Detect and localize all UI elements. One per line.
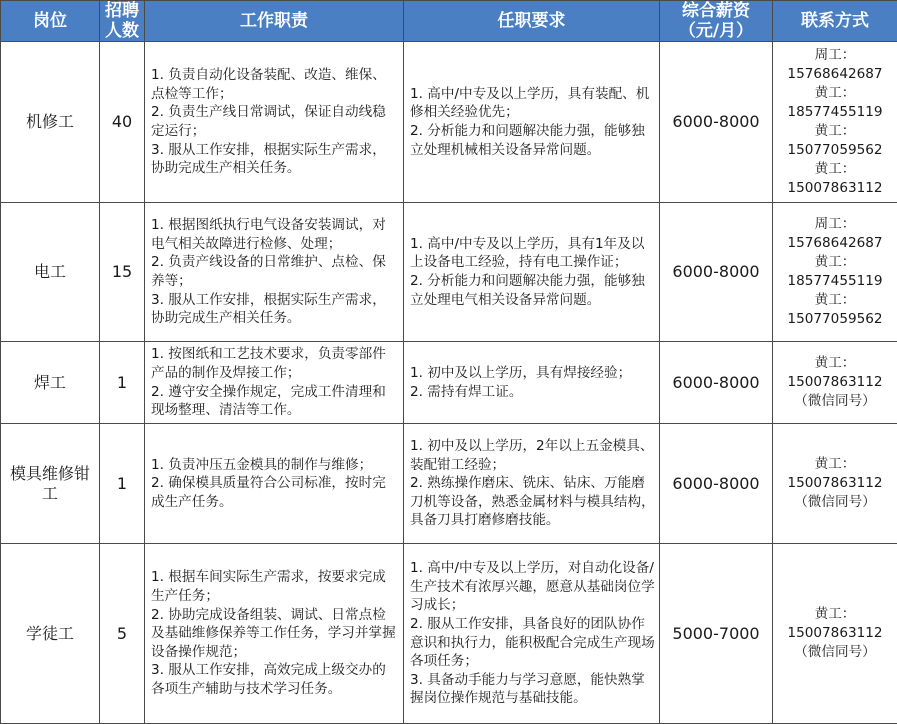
requirement-line: 2. 分析能力和问题解决能力强，能够独立处理机械相关设备异常问题。 (410, 122, 655, 159)
contact-line: 黄工： (775, 455, 895, 474)
duty-line: 3. 服从工作安排，高效完成上级交办的各项生产辅助与技术学习任务。 (151, 661, 399, 698)
contact-line: 18577455119 (775, 103, 895, 122)
cell-salary: 5000-7000 (660, 544, 773, 724)
table-row (1, 544, 897, 724)
contact-line: 黄工： (775, 122, 895, 141)
requirement-line: 1. 初中及以上学历，2年以上五金模具、装配钳工经验； (410, 437, 655, 474)
requirement-line: 2. 需持有焊工证。 (410, 383, 655, 402)
cell-position: 学徒工 (1, 544, 100, 724)
cell-position: 焊工 (1, 342, 100, 424)
contact-line: （微信同号） (775, 493, 895, 512)
duty-line: 1. 负责冲压五金模具的制作与维修； (151, 456, 399, 475)
duty-line: 3. 服从工作安排，根据实际生产需求，协助完成生产相关任务。 (151, 141, 399, 178)
contact-line: 周工： (775, 215, 895, 234)
header-headcount-line: 招聘 (102, 1, 142, 21)
contact-line: 15768642687 (775, 65, 895, 84)
cell-contact (773, 424, 897, 544)
cell-contact (773, 342, 897, 424)
cell-contact (773, 42, 897, 203)
contact-line: 15768642687 (775, 234, 895, 253)
cell-headcount: 1 (100, 424, 145, 544)
cell-duties (145, 544, 404, 724)
duty-line: 1. 根据车间实际生产需求，按要求完成生产任务； (151, 568, 399, 605)
cell-headcount: 40 (100, 42, 145, 203)
cell-contact (773, 544, 897, 724)
cell-headcount: 15 (100, 203, 145, 342)
contact-line: （微信同号） (775, 392, 895, 411)
contact-line: 15077059562 (775, 141, 895, 160)
cell-requirements (404, 342, 660, 424)
table-row (1, 342, 897, 424)
duty-line: 1. 按图纸和工艺技术要求，负责零部件产品的制作及焊接工作； (151, 345, 399, 382)
requirement-line: 1. 高中/中专及以上学历，具有装配、机修相关经验优先； (410, 85, 655, 122)
duty-line: 2. 负责产线设备的日常维护、点检、保养等； (151, 253, 399, 290)
header-headcount (100, 1, 145, 42)
header-headcount-line: 人数 (102, 21, 142, 41)
header-requirements: 任职要求 (404, 1, 660, 42)
header-salary (660, 1, 773, 42)
cell-salary: 6000-8000 (660, 342, 773, 424)
contact-line: 18577455119 (775, 272, 895, 291)
cell-requirements (404, 203, 660, 342)
contact-line: （微信同号） (775, 643, 895, 662)
cell-requirements (404, 424, 660, 544)
requirement-line: 2. 熟练操作磨床、铣床、钻床、万能磨刀机等设备，熟悉金属材料与模具结构，具备刀具打磨修磨技能。 (410, 474, 655, 530)
requirement-line: 2. 分析能力和问题解决能力强，能够独立处理电气相关设备异常问题。 (410, 272, 655, 309)
cell-position: 电工 (1, 203, 100, 342)
cell-requirements (404, 42, 660, 203)
cell-salary: 6000-8000 (660, 203, 773, 342)
cell-contact (773, 203, 897, 342)
contact-line: 黄工： (775, 605, 895, 624)
cell-duties (145, 203, 404, 342)
duty-line: 1. 负责自动化设备装配、改造、维保、点检等工作； (151, 66, 399, 103)
header-duties: 工作职责 (145, 1, 404, 42)
table-row (1, 203, 897, 342)
header-salary-line: 综合薪资 (662, 1, 770, 21)
cell-duties (145, 342, 404, 424)
contact-line: 黄工： (775, 354, 895, 373)
cell-position: 模具维修钳工 (1, 424, 100, 544)
duty-line: 2. 遵守安全操作规定，完成工件清理和现场整理、清洁等工作。 (151, 383, 399, 420)
cell-salary: 6000-8000 (660, 42, 773, 203)
table-row (1, 424, 897, 544)
requirement-line: 1. 高中/中专及以上学历，对自动化设备/生产技术有浓厚兴趣，愿意从基础岗位学习成长； (410, 559, 655, 615)
contact-line: 15007863112 (775, 373, 895, 392)
cell-headcount: 5 (100, 544, 145, 724)
cell-position: 机修工 (1, 42, 100, 203)
cell-headcount: 1 (100, 342, 145, 424)
contact-line: 15007863112 (775, 624, 895, 643)
contact-line: 黄工： (775, 84, 895, 103)
header-contact: 联系方式 (773, 1, 897, 42)
duty-line: 3. 服从工作安排，根据实际生产需求，协助完成生产相关任务。 (151, 291, 399, 328)
cell-duties (145, 42, 404, 203)
cell-requirements (404, 544, 660, 724)
cell-duties (145, 424, 404, 544)
duty-line: 2. 负责生产线日常调试，保证自动线稳定运行； (151, 103, 399, 140)
duty-line: 2. 确保模具质量符合公司标准，按时完成生产任务。 (151, 474, 399, 511)
contact-line: 15007863112 (775, 474, 895, 493)
contact-line: 黄工： (775, 253, 895, 272)
contact-line: 15007863112 (775, 179, 895, 198)
cell-salary: 6000-8000 (660, 424, 773, 544)
contact-line: 周工： (775, 46, 895, 65)
contact-line: 15077059562 (775, 310, 895, 329)
header-position: 岗位 (1, 1, 100, 42)
requirement-line: 3. 具备动手能力与学习意愿，能快熟掌握岗位操作规范与基础技能。 (410, 671, 655, 708)
header-row (1, 1, 897, 42)
table-row (1, 42, 897, 203)
contact-line: 黄工： (775, 160, 895, 179)
duty-line: 2. 协助完成设备组装、调试、日常点检及基础维修保养等工作任务，学习并掌握设备操作规范； (151, 606, 399, 662)
requirement-line: 2. 服从工作安排，具备良好的团队协作意识和执行力，能积极配合完成生产现场各项任务； (410, 615, 655, 671)
requirement-line: 1. 初中及以上学历，具有焊接经验； (410, 364, 655, 383)
contact-line: 黄工： (775, 291, 895, 310)
header-salary-line: （元/月） (662, 21, 770, 41)
requirement-line: 1. 高中/中专及以上学历，具有1年及以上设备电工经验，持有电工操作证； (410, 235, 655, 272)
duty-line: 1. 根据图纸执行电气设备安装调试，对电气相关故障进行检修、处理； (151, 216, 399, 253)
